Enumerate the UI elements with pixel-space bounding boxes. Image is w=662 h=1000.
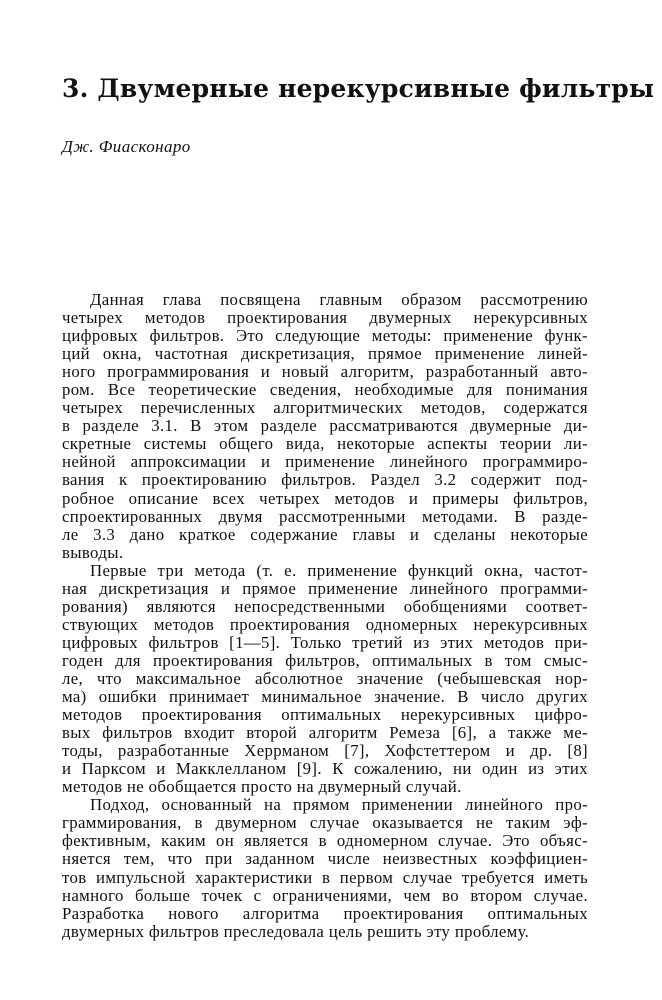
text-line: Подход, основанный на прямом применении линейного про- [90, 795, 588, 815]
text-line: методов проектирования оптимальных нерекурсивных цифро- [62, 705, 588, 725]
text-line: спроектированных двумя рассмотренными методами. В разде- [62, 506, 588, 526]
text-line: тов импульсной характеристики в первом случае требуется иметь [62, 867, 588, 887]
text-line: ма) ошибки принимает минимальное значение. В число других [62, 687, 588, 707]
text-line: четырех методов проектирования двумерных нерекурсивных [62, 308, 588, 328]
text-line: двумерных фильтров преследовала цель решить эту проблему. [62, 921, 530, 941]
text-line: няется тем, что при заданном числе неизвестных коэффициен- [62, 849, 588, 869]
text-line: скретные системы общего вида, некоторые аспекты теории ли- [62, 434, 588, 454]
text-line: четырех перечисленных алгоритмических методов, содержатся [62, 398, 588, 418]
text-line: вания к проектированию фильтров. Раздел 3.2 содержит под- [62, 470, 588, 490]
text-line: методов не обобщается просто на двумерный случай. [62, 777, 462, 797]
text-line: тоды, разработанные Херрманом [7], Хофстеттером и др. [8] [62, 741, 588, 761]
text-line: выводы. [62, 542, 124, 562]
text-line: Данная глава посвящена главным образом рассмотрению [90, 290, 588, 309]
text-line: намного больше точек с ограничениями, чем во втором случае. [62, 885, 588, 905]
text-line: ле, что максимальное абсолютное значение (чебышевская нор- [62, 668, 588, 688]
text-line: цифровых фильтров [1—5]. Только третий из этих методов при- [62, 632, 588, 652]
text-line: годен для проектирования фильтров, оптимальных в том смыс- [62, 650, 588, 670]
paragraph [62, 796, 588, 940]
chapter-body [62, 291, 588, 941]
text-line: ного программирования и новый алгоритм, разработанный авто- [62, 362, 588, 382]
text-line: граммирования, в двумерном случае оказывается не таким эф- [62, 813, 588, 833]
paragraph [62, 291, 588, 562]
text-line: нейной аппроксимации и применение линейного программиро- [62, 452, 588, 472]
text-line: ная дискретизация и прямое применение линейного программи- [62, 578, 588, 598]
text-line: и Парксом и Макклелланом [9]. К сожалению, ни один из этих [62, 759, 588, 779]
text-line: в разделе 3.1. В этом разделе рассматриваются двумерные ди- [62, 416, 588, 436]
text-line: фективным, каким он является в одномерном случае. Это объяс- [62, 831, 588, 851]
text-line: Первые три метода (т. е. применение функций окна, частот- [90, 560, 588, 580]
text-line: робное описание всех четырех методов и примеры фильтров, [62, 488, 588, 508]
chapter-author: Дж. Фиасконаро [62, 137, 191, 156]
text-line: рования) являются непосредственными обобщениями соответ- [62, 596, 588, 616]
text-line: ций окна, частотная дискретизация, прямое применение линей- [62, 344, 588, 364]
paragraph [62, 562, 588, 797]
text-line: ле 3.3 дано краткое содержание главы и сделаны некоторые [62, 524, 588, 544]
text-line: Разработка нового алгоритма проектирования оптимальных [62, 903, 588, 923]
text-line: ром. Все теоретические сведения, необходимые для понимания [62, 380, 588, 400]
chapter-title: 3. Двумерные нерекурсивные фильтры [62, 74, 655, 103]
text-line: вых фильтров входит второй алгоритм Ремеза [6], а также ме- [62, 723, 588, 743]
text-line: ствующих методов проектирования одномерных нерекурсивных [62, 614, 588, 634]
text-line: цифровых фильтров. Это следующие методы: применение функ- [62, 326, 588, 346]
